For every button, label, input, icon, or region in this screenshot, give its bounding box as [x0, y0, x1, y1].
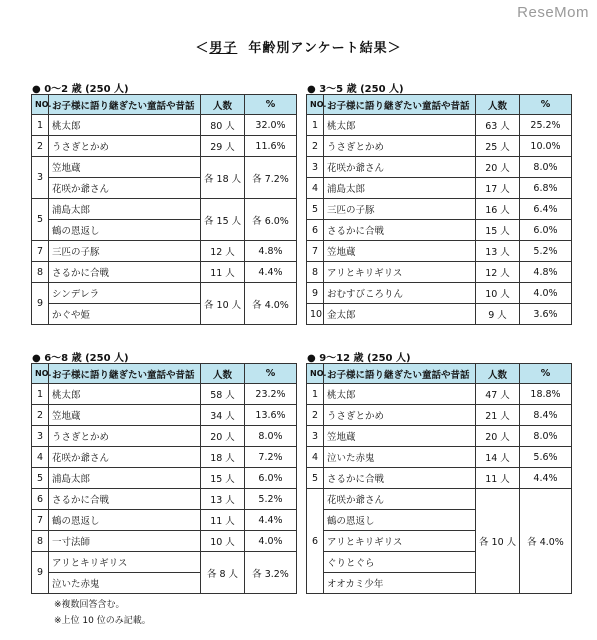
rank-cell: 8 [32, 262, 49, 283]
ranking-table-9-12 [306, 363, 572, 594]
story-name-cell: 桃太郎 [324, 115, 476, 136]
percent-cell: 32.0% [245, 115, 297, 136]
table-row [32, 447, 297, 468]
story-name-cell: 浦島太郎 [49, 468, 201, 489]
story-name-cell: 三匹の子豚 [324, 199, 476, 220]
table-row [307, 178, 572, 199]
percent-cell: 6.0% [520, 220, 572, 241]
section-label-0-2: ● 0〜2 歳 (250 人) [32, 84, 129, 95]
rank-cell: 3 [32, 426, 49, 447]
count-cell: 58 人 [201, 384, 245, 405]
story-name-cell: 金太郎 [324, 304, 476, 325]
table-row [307, 136, 572, 157]
count-cell: 29 人 [201, 136, 245, 157]
rank-cell: 4 [32, 447, 49, 468]
rank-cell: 5 [307, 199, 324, 220]
story-name-cell: 笠地蔵 [49, 405, 201, 426]
story-name-cell: 桃太郎 [49, 384, 201, 405]
story-name-cell: オオカミ少年 [324, 573, 476, 594]
table-header-row [307, 364, 572, 384]
table-row [307, 283, 572, 304]
rank-cell: 3 [32, 157, 49, 199]
story-name-cell: 一寸法師 [49, 531, 201, 552]
percent-cell: 4.0% [520, 283, 572, 304]
count-cell: 20 人 [476, 157, 520, 178]
table-row [32, 283, 297, 304]
story-name-cell: さるかに合戦 [324, 220, 476, 241]
count-cell: 13 人 [201, 489, 245, 510]
count-cell: 25 人 [476, 136, 520, 157]
table-row [32, 489, 297, 510]
count-cell: 20 人 [476, 426, 520, 447]
title-bracket-close: ＞ [387, 41, 402, 56]
percent-cell: 4.4% [520, 468, 572, 489]
rank-cell: 3 [307, 157, 324, 178]
count-cell: 11 人 [201, 510, 245, 531]
ranking-table-0-2 [31, 94, 297, 325]
story-name-cell: さるかに合戦 [49, 262, 201, 283]
table-row [307, 262, 572, 283]
percent-cell: 6.8% [520, 178, 572, 199]
rank-cell: 9 [307, 283, 324, 304]
story-name-cell: さるかに合戦 [324, 468, 476, 489]
story-name-cell: 鶴の恩返し [49, 510, 201, 531]
percent-cell: 10.0% [520, 136, 572, 157]
story-name-cell: アリとキリギリス [324, 531, 476, 552]
count-cell: 各 10 人 [476, 489, 520, 594]
count-cell: 15 人 [476, 220, 520, 241]
title-bracket-open: ＜ [195, 41, 210, 56]
story-name-cell: ぐりとぐら [324, 552, 476, 573]
header-no: NO. [32, 364, 49, 384]
count-cell: 13 人 [476, 241, 520, 262]
rank-cell: 6 [307, 220, 324, 241]
header-no: NO. [307, 95, 324, 115]
percent-cell: 6.0% [245, 468, 297, 489]
table-row [32, 157, 297, 178]
table-row [32, 136, 297, 157]
header-story: お子様に語り継ぎたい童話や昔話 [49, 95, 201, 115]
story-name-cell: 三匹の子豚 [49, 241, 201, 262]
story-name-cell: かぐや姫 [49, 304, 201, 325]
rank-cell: 1 [32, 384, 49, 405]
percent-cell: 4.8% [520, 262, 572, 283]
percent-cell: 8.0% [245, 426, 297, 447]
story-name-cell: 笠地蔵 [49, 157, 201, 178]
header-percent: % [245, 95, 297, 115]
story-name-cell: うさぎとかめ [324, 136, 476, 157]
count-cell: 80 人 [201, 115, 245, 136]
percent-cell: 4.8% [245, 241, 297, 262]
table-header-row [307, 95, 572, 115]
header-count: 人数 [201, 364, 245, 384]
percent-cell: 5.2% [245, 489, 297, 510]
count-cell: 18 人 [201, 447, 245, 468]
percent-cell: 18.8% [520, 384, 572, 405]
percent-cell: 7.2% [245, 447, 297, 468]
footnote-top-ten: ※上位 10 位のみ記載。 [54, 616, 151, 626]
percent-cell: 4.4% [245, 510, 297, 531]
count-cell: 11 人 [201, 262, 245, 283]
table-row [32, 468, 297, 489]
rank-cell: 8 [307, 262, 324, 283]
count-cell: 各 10 人 [201, 283, 245, 325]
percent-cell: 各 6.0% [245, 199, 297, 241]
story-name-cell: おむすびころりん [324, 283, 476, 304]
story-name-cell: 桃太郎 [324, 384, 476, 405]
story-name-cell: 鶴の恩返し [49, 220, 201, 241]
header-no: NO. [32, 95, 49, 115]
table-row [32, 384, 297, 405]
footnote-multiple-answers: ※複数回答含む。 [54, 600, 125, 610]
count-cell: 21 人 [476, 405, 520, 426]
table-row [307, 199, 572, 220]
table-row [32, 531, 297, 552]
page-title [0, 37, 597, 56]
count-cell: 17 人 [476, 178, 520, 199]
percent-cell: 各 4.0% [520, 489, 572, 594]
footnotes [54, 597, 151, 629]
rank-cell: 1 [307, 384, 324, 405]
table-header-row [32, 364, 297, 384]
story-name-cell: 泣いた赤鬼 [49, 573, 201, 594]
percent-cell: 8.0% [520, 157, 572, 178]
count-cell: 各 15 人 [201, 199, 245, 241]
rank-cell: 10 [307, 304, 324, 325]
percent-cell: 4.4% [245, 262, 297, 283]
percent-cell: 5.2% [520, 241, 572, 262]
percent-cell: 各 4.0% [245, 283, 297, 325]
rank-cell: 9 [32, 283, 49, 325]
table-row [32, 262, 297, 283]
story-name-cell: 花咲か爺さん [49, 178, 201, 199]
percent-cell: 23.2% [245, 384, 297, 405]
percent-cell: 6.4% [520, 199, 572, 220]
header-percent: % [520, 95, 572, 115]
rank-cell: 2 [32, 136, 49, 157]
rank-cell: 5 [307, 468, 324, 489]
table-row [307, 220, 572, 241]
rank-cell: 8 [32, 531, 49, 552]
table-row [307, 115, 572, 136]
story-name-cell: 笠地蔵 [324, 426, 476, 447]
count-cell: 各 18 人 [201, 157, 245, 199]
table-row [307, 405, 572, 426]
percent-cell: 各 7.2% [245, 157, 297, 199]
section-label-6-8: ● 6〜8 歳 (250 人) [32, 353, 129, 364]
rank-cell: 5 [32, 468, 49, 489]
table-row [307, 489, 572, 510]
header-no: NO. [307, 364, 324, 384]
rank-cell: 7 [32, 510, 49, 531]
table-row [32, 199, 297, 220]
ranking-table-3-5 [306, 94, 572, 325]
table-row [307, 157, 572, 178]
story-name-cell: うさぎとかめ [49, 136, 201, 157]
table-row [307, 447, 572, 468]
rank-cell: 4 [307, 447, 324, 468]
story-name-cell: 笠地蔵 [324, 241, 476, 262]
percent-cell: 13.6% [245, 405, 297, 426]
count-cell: 10 人 [476, 283, 520, 304]
table-row [307, 426, 572, 447]
table-row [32, 241, 297, 262]
rank-cell: 4 [307, 178, 324, 199]
count-cell: 各 8 人 [201, 552, 245, 594]
ranking-table-6-8 [31, 363, 297, 594]
header-story: お子様に語り継ぎたい童話や昔話 [49, 364, 201, 384]
rank-cell: 1 [307, 115, 324, 136]
rank-cell: 2 [307, 136, 324, 157]
count-cell: 14 人 [476, 447, 520, 468]
story-name-cell: 浦島太郎 [324, 178, 476, 199]
story-name-cell: 花咲か爺さん [324, 157, 476, 178]
rank-cell: 2 [32, 405, 49, 426]
count-cell: 16 人 [476, 199, 520, 220]
header-story: お子様に語り継ぎたい童話や昔話 [324, 364, 476, 384]
count-cell: 47 人 [476, 384, 520, 405]
header-count: 人数 [201, 95, 245, 115]
table-row [307, 384, 572, 405]
rank-cell: 2 [307, 405, 324, 426]
table-row [307, 241, 572, 262]
count-cell: 12 人 [476, 262, 520, 283]
story-name-cell: シンデレラ [49, 283, 201, 304]
rank-cell: 9 [32, 552, 49, 594]
count-cell: 9 人 [476, 304, 520, 325]
header-percent: % [245, 364, 297, 384]
section-label-9-12: ● 9〜12 歳 (250 人) [307, 353, 411, 364]
rank-cell: 6 [307, 489, 324, 594]
rank-cell: 3 [307, 426, 324, 447]
header-story: お子様に語り継ぎたい童話や昔話 [324, 95, 476, 115]
table-row [32, 115, 297, 136]
rank-cell: 7 [307, 241, 324, 262]
title-text: 年齢別アンケート結果 [248, 41, 388, 56]
story-name-cell: うさぎとかめ [49, 426, 201, 447]
percent-cell: 3.6% [520, 304, 572, 325]
story-name-cell: 花咲か爺さん [324, 489, 476, 510]
table-row [32, 405, 297, 426]
percent-cell: 25.2% [520, 115, 572, 136]
percent-cell: 8.4% [520, 405, 572, 426]
table-row [32, 552, 297, 573]
count-cell: 10 人 [201, 531, 245, 552]
count-cell: 34 人 [201, 405, 245, 426]
story-name-cell: 桃太郎 [49, 115, 201, 136]
table-row [32, 426, 297, 447]
percent-cell: 各 3.2% [245, 552, 297, 594]
story-name-cell: 鶴の恩返し [324, 510, 476, 531]
header-count: 人数 [476, 364, 520, 384]
count-cell: 63 人 [476, 115, 520, 136]
rank-cell: 1 [32, 115, 49, 136]
count-cell: 15 人 [201, 468, 245, 489]
rank-cell: 7 [32, 241, 49, 262]
story-name-cell: 泣いた赤鬼 [324, 447, 476, 468]
table-row [32, 510, 297, 531]
percent-cell: 8.0% [520, 426, 572, 447]
percent-cell: 11.6% [245, 136, 297, 157]
table-header-row [32, 95, 297, 115]
percent-cell: 4.0% [245, 531, 297, 552]
story-name-cell: 花咲か爺さん [49, 447, 201, 468]
resemom-logo: ReseMom [517, 4, 589, 21]
table-row [307, 304, 572, 325]
header-percent: % [520, 364, 572, 384]
header-count: 人数 [476, 95, 520, 115]
table-row [307, 468, 572, 489]
story-name-cell: さるかに合戦 [49, 489, 201, 510]
count-cell: 12 人 [201, 241, 245, 262]
rank-cell: 6 [32, 489, 49, 510]
count-cell: 20 人 [201, 426, 245, 447]
story-name-cell: アリとキリギリス [324, 262, 476, 283]
section-label-3-5: ● 3〜5 歳 (250 人) [307, 84, 404, 95]
story-name-cell: アリとキリギリス [49, 552, 201, 573]
story-name-cell: 浦島太郎 [49, 199, 201, 220]
story-name-cell: うさぎとかめ [324, 405, 476, 426]
percent-cell: 5.6% [520, 447, 572, 468]
rank-cell: 5 [32, 199, 49, 241]
title-gender: 男子 [209, 41, 238, 56]
count-cell: 11 人 [476, 468, 520, 489]
